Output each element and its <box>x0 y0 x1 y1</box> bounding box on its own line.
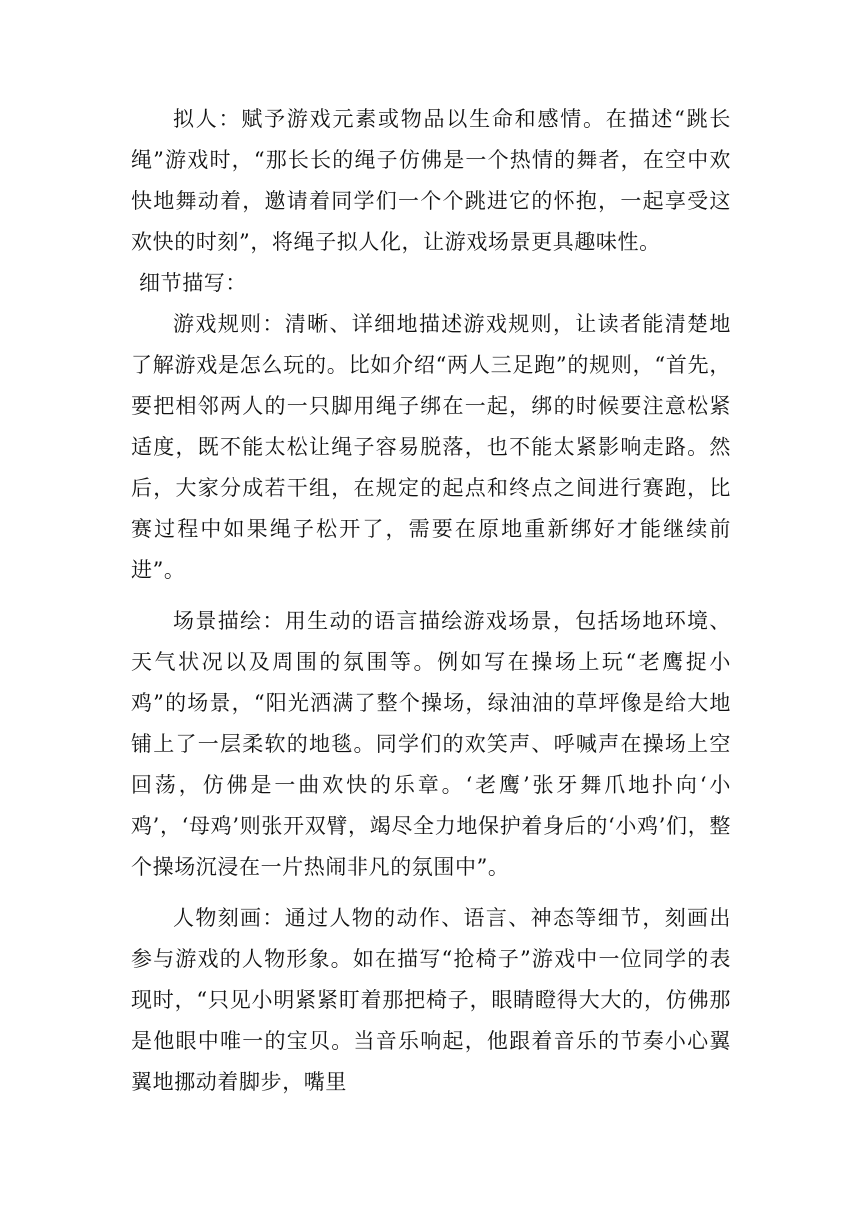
paragraph-personification: 拟人：赋予游戏元素或物品以生命和感情。在描述“跳长绳”游戏时，“那长长的绳子仿佛是一个热情的舞者，在空中欢快地舞动着，邀请着同学们一个个跳进它的怀抱，一起享受这欢快的时刻”，将绳子拟人化，让游戏场景更具趣味性。 <box>131 107 731 254</box>
paragraph-gap <box>131 888 731 898</box>
paragraph-gap <box>131 591 731 601</box>
section-heading-detail: 细节描写： <box>139 271 247 295</box>
paragraph-character-portrayal: 人物刻画：通过人物的动作、语言、神态等细节，刻画出参与游戏的人物形象。如在描写“抢椅子”游戏中一位同学的表现时，“只见小明紧紧盯着那把椅子，眼睛瞪得大大的，仿佛那是他眼中唯一的宝贝。当音乐响起，他跟着音乐的节奏小心翼翼地挪动着脚步，嘴里 <box>131 906 731 1094</box>
paragraph-scene-description: 场景描绘：用生动的语言描绘游戏场景，包括场地环境、天气状况以及周围的氛围等。例如写在操场上玩“老鹰捉小鸡”的场景，“阳光洒满了整个操场，绿油油的草坪像是给大地铺上了一层柔软的地毯。同学们的欢笑声、呼喊声在操场上空回荡，仿佛是一曲欢快的乐章。‘老鹰’张牙舞爪地扑向‘小鸡’，‘母鸡’则张开双臂，竭尽全力地保护着身后的‘小鸡’们，整个操场沉浸在一片热闹非凡的氛围中”。 <box>131 609 731 879</box>
paragraph-game-rules: 游戏规则：清晰、详细地描述游戏规则，让读者能清楚地了解游戏是怎么玩的。比如介绍“两人三足跑”的规则，“首先，要把相邻两人的一只脚用绳子绑在一起，绑的时候要注意松紧适度，既不能太松让绳子容易脱落，也不能太紧影响走路。然后，大家分成若干组，在规定的起点和终点之间进行赛跑，比赛过程中如果绳子松开了，需要在原地重新绑好才能继续前进”。 <box>131 312 731 582</box>
document-body <box>131 99 731 1103</box>
